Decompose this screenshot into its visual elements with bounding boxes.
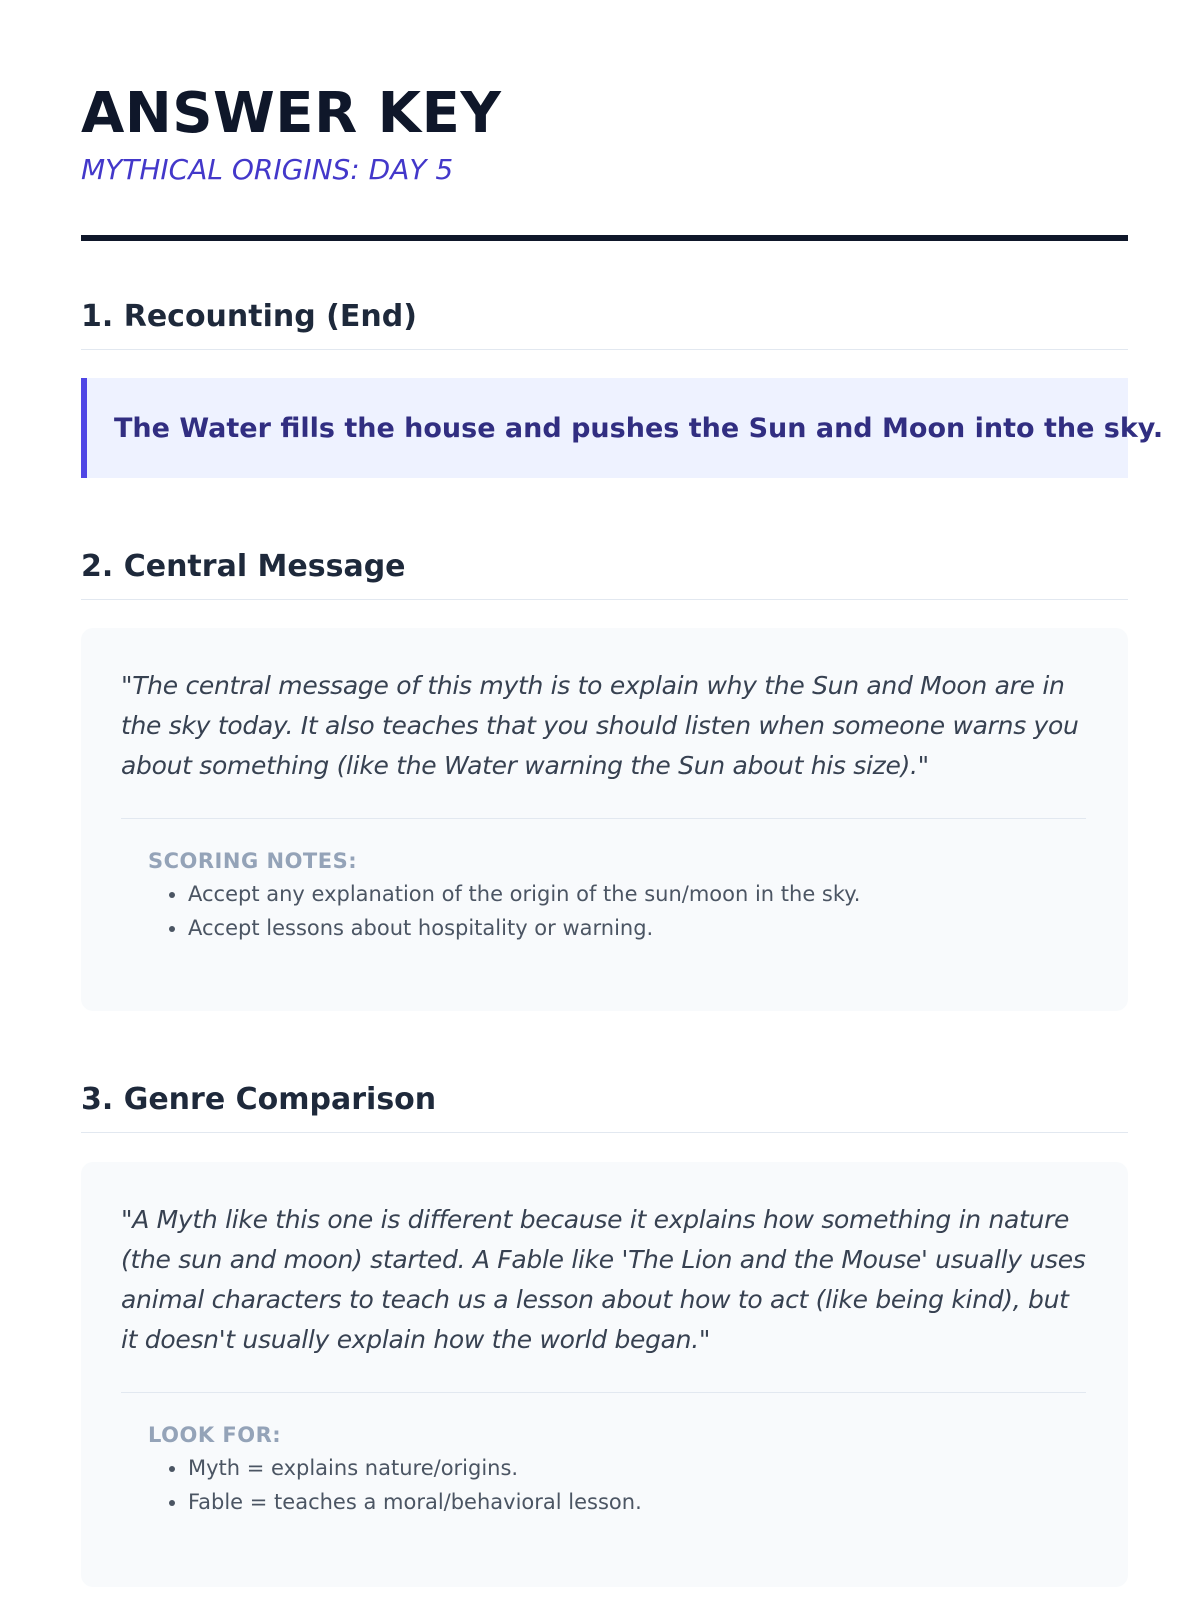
look-for-label: LOOK FOR: bbox=[148, 1423, 282, 1447]
page-subtitle: MYTHICAL ORIGINS: DAY 5 bbox=[81, 153, 454, 186]
scoring-notes-list bbox=[148, 877, 1088, 945]
recounting-answer-box bbox=[81, 378, 1164, 478]
scoring-notes bbox=[121, 819, 1088, 945]
header-divider bbox=[81, 235, 1128, 241]
list-item: • Accept any explanation of the origin of the sun/moon in the sky. bbox=[188, 877, 1088, 911]
list-item: • Accept lessons about hospitality or warning. bbox=[188, 911, 1088, 945]
list-item: • Myth = explains nature/origins. bbox=[188, 1451, 1088, 1485]
page-title: ANSWER KEY bbox=[81, 81, 502, 146]
central-message-quote: "The central message of this myth is to explain why the Sun and Moon are in the sky today. It also teaches that you should listen when someone warns you about something (like the Water warning the Sun about his size)." bbox=[121, 671, 1079, 780]
look-for-notes bbox=[121, 1393, 1088, 1519]
scoring-notes-label: SCORING NOTES: bbox=[148, 849, 358, 873]
genre-comparison-quote: "A Myth like this one is different because it explains how something in nature (the sun and moon) started. A Fable like 'The Lion and the Mouse' usually uses animal characters to teach us a lesson about how to act (like being kind), but it doesn't usually explain how the world began." bbox=[121, 1205, 1086, 1354]
look-for-list bbox=[148, 1451, 1088, 1519]
section-heading-recounting: 1. Recounting (End) bbox=[81, 297, 1128, 350]
section-heading-central-message: 2. Central Message bbox=[81, 547, 1128, 600]
list-item: • Fable = teaches a moral/behavioral lesson. bbox=[188, 1485, 1088, 1519]
central-message-card bbox=[81, 628, 1128, 1011]
recounting-answer: The Water fills the house and pushes the Sun and Moon into the sky. bbox=[114, 412, 1164, 444]
section-heading-genre-comparison: 3. Genre Comparison bbox=[81, 1080, 1128, 1133]
genre-comparison-card bbox=[81, 1162, 1128, 1587]
